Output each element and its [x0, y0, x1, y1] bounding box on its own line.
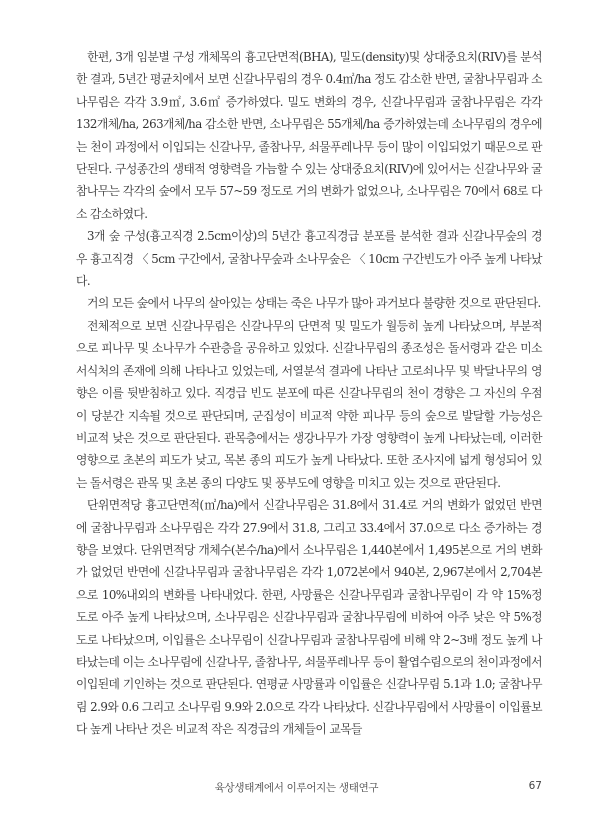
page-number: 67 — [528, 780, 542, 792]
paragraph-basal-area-mortality: 단위면적당 흉고단면적(㎡/ha)에서 신갈나무림은 31.8에서 31.4로 거의 변화가 없었던 반면에 굴참나무림과 소나무림은 각각 27.9에서 31.8, 그리고 33.4에서 37.0으로 다소 증가하는 경향을 보였다. 단위면적당 개체수(본수/ha)에서 소나무림은 1,440본에서 1,495본으로 거의 변화가 없었던 반면에 신갈나무림과 굴참나무림은 각각 1,072본에서 940본, 2,967본에서 2,704본으로 10%내외의 변화를 나타내었다. 한편, 사망률은 신갈나무림과 굴참나무림이 각 약 15%정도로 아주 높게 나타났으며, 소나무림은 신갈나무림과 굴참나무림에 비하여 아주 낮은 약 5%정도로 나타났으며, 이입률은 소나무림이 신갈나무림과 굴참나무림에 비해 약 2~3배 정도 높게 나타났는데 이는 소나무림에 신갈나무, 졸참나무, 쇠물푸레나무 등이 활엽수림으로의 천이과정에서 이입된데 기인하는 것으로 판단된다. 연평균 사망률과 이입률은 신갈나무림 5.1과 1.0; 굴참나무림 2.9와 0.6 그리고 소나무림 9.9와 2.0으로 각각 나타났다. 신갈나무림에서 사망률이 이입률보다 높게 나타난 것은 비교적 작은 직경급의 개체들이 교목들 — [76, 498, 543, 737]
paragraph-oak-forest-summary: 전체적으로 보면 신갈나무림은 신갈나무의 단면적 및 밀도가 월등히 높게 나타났으며, 부분적으로 피나무 및 소나무가 수관층을 공유하고 있었다. 신갈나무림의 종조성은 돌서령과 같은 미소 서식처의 존재에 의해 나타나고 있었는데, 서열분석 결과에 나타난 고로쇠나무 및 박달나무의 영향은 이를 뒷받침하고 있다. 직경급 빈도 분포에 따른 신갈나무림의 천이 경향은 그 자신의 우점이 당분간 지속될 것으로 판단되며, 군집성이 비교적 약한 피나무 등의 숲으로 발달할 가능성은 비교적 낮은 것으로 판단된다. 관목층에서는 생강나무가 가장 영향력이 높게 나타났는데, 이러한 영향으로 초본의 피도가 낮고, 목본 종의 피도가 높게 나타났다. 또한 조사지에 넓게 형성되어 있는 돌서령은 관목 및 초본 종의 다양도 및 풍부도에 영향을 미치고 있는 것으로 판단된다. — [76, 318, 542, 490]
paragraph-tree-condition: 거의 모든 숲에서 나무의 살아있는 상태는 죽은 나무가 많아 과거보다 불량한 것으로 판단된다. — [87, 296, 541, 311]
body-text — [76, 46, 542, 741]
paragraph-dbh-distribution: 3개 숲 구성(흉고직경 2.5cm이상)의 5년간 흉고직경급 분포를 분석한 결과 신갈나무숲의 경우 흉고직경 〈 5cm 구간에서, 굴참나무숲과 소나무숲은 〈 10cm 구간빈도가 아주 높게 나타났다. — [76, 229, 542, 289]
footer-title: 육상생태계에서 이루어지는 생태연구 — [214, 782, 379, 794]
paragraph-bha-density-riv: 한편, 3개 임분별 구성 개체목의 흉고단면적(BHA), 밀도(density)및 상대중요치(RIV)를 분석한 결과, 5년간 평균치에서 보면 신갈나무림의 경우 0.4㎡/ha 정도 감소한 반면, 굴참나무림과 소나무림은 각각 3.9㎡, 3.6㎡ 증가하였다. 밀도 변화의 경우, 신갈나무림과 굴참나무림은 각각 132개체/ha, 263개체/ha 감소한 반면, 소나무림은 55개체/ha 증가하였는데 소나무림의 경우에는 천이 과정에서 이입되는 신갈나무, 졸참나무, 쇠물푸레나무 등이 많이 이입되었기 때문으로 판단된다. 구성종간의 생태적 영향력을 가늠할 수 있는 상대중요치(RIV)에 있어서는 신갈나무와 굴참나무는 각각의 숲에서 모두 57~59 정도로 거의 변화가 없었으나, 소나무림은 70에서 68로 다소 감소하였다. — [76, 50, 542, 221]
